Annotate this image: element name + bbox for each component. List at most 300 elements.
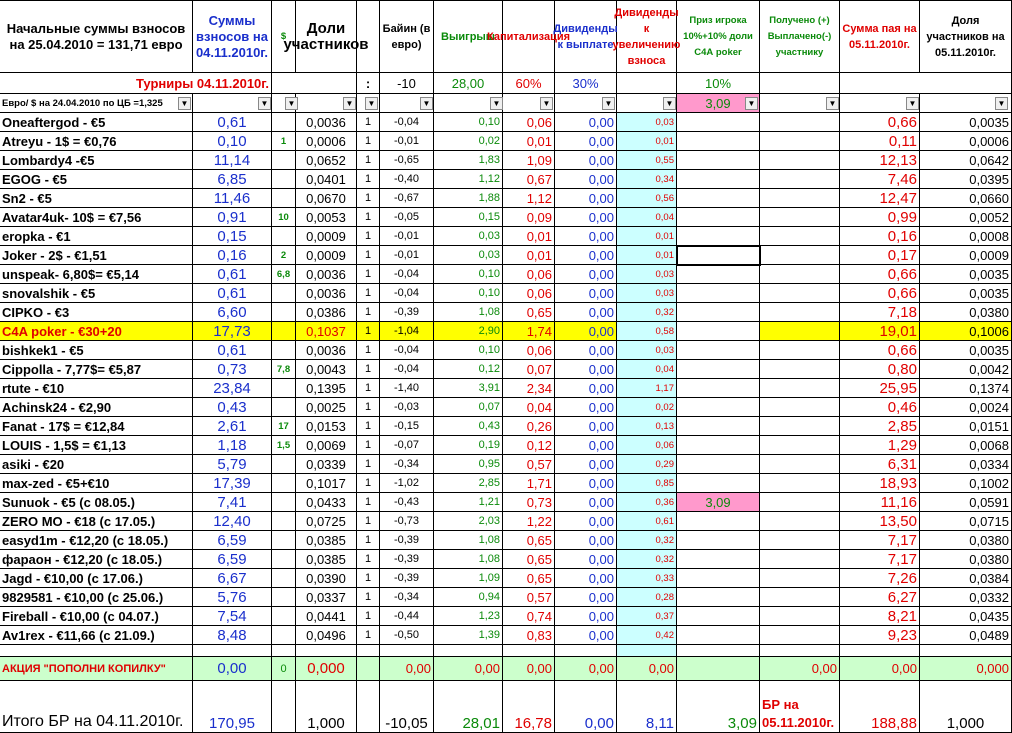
row-inc[interactable]: 0,13 bbox=[617, 417, 677, 436]
row-name[interactable]: EGOG - €5 bbox=[0, 170, 193, 189]
row-sum[interactable]: 0,61 bbox=[193, 265, 272, 284]
row-name[interactable]: Fanat - 17$ = €12,84 bbox=[0, 417, 193, 436]
row-share[interactable]: 0,0053 bbox=[296, 208, 357, 227]
blank-cell-6[interactable] bbox=[434, 645, 503, 657]
row-cap[interactable]: 0,01 bbox=[503, 227, 555, 246]
row-sum[interactable]: 0,61 bbox=[193, 341, 272, 360]
action-inc[interactable]: 0,00 bbox=[617, 657, 677, 681]
row-cap[interactable]: 0,12 bbox=[503, 436, 555, 455]
action-n[interactable] bbox=[357, 657, 380, 681]
filter-dropdown-icon[interactable]: ▼ bbox=[745, 97, 758, 110]
row-prize[interactable] bbox=[677, 569, 760, 588]
row-share2[interactable]: 0,0380 bbox=[920, 303, 1012, 322]
row-pay[interactable]: 0,99 bbox=[840, 208, 920, 227]
row-share[interactable]: 0,0401 bbox=[296, 170, 357, 189]
row-cap[interactable]: 0,26 bbox=[503, 417, 555, 436]
row-pay[interactable]: 19,01 bbox=[840, 322, 920, 341]
row-win[interactable]: 0,07 bbox=[434, 398, 503, 417]
row-cap[interactable]: 0,04 bbox=[503, 398, 555, 417]
row-buyin[interactable]: -0,04 bbox=[380, 341, 434, 360]
row-share[interactable]: 0,1037 bbox=[296, 322, 357, 341]
action-sum[interactable]: 0,00 bbox=[193, 657, 272, 681]
row-inc[interactable]: 0,03 bbox=[617, 284, 677, 303]
row-buyin[interactable]: -0,04 bbox=[380, 113, 434, 132]
row-name[interactable]: ZERO MO - €18 (с 17.05.) bbox=[0, 512, 193, 531]
params-colon[interactable]: : bbox=[357, 73, 380, 94]
row-name[interactable]: Achinsk24 - €2,90 bbox=[0, 398, 193, 417]
div-pct[interactable]: 30% bbox=[555, 73, 617, 94]
blank-cell-10[interactable] bbox=[677, 645, 760, 657]
row-sum[interactable]: 5,76 bbox=[193, 588, 272, 607]
row-n[interactable]: 1 bbox=[357, 379, 380, 398]
row-name[interactable]: CIPKO - €3 bbox=[0, 303, 193, 322]
row-buyin[interactable]: -0,39 bbox=[380, 531, 434, 550]
row-inc[interactable]: 0,03 bbox=[617, 341, 677, 360]
row-inc[interactable]: 0,28 bbox=[617, 588, 677, 607]
row-n[interactable]: 1 bbox=[357, 455, 380, 474]
row-paid[interactable] bbox=[760, 531, 840, 550]
row-n[interactable]: 1 bbox=[357, 417, 380, 436]
row-buyin[interactable]: -1,04 bbox=[380, 322, 434, 341]
row-buyin[interactable]: -0,34 bbox=[380, 588, 434, 607]
row-buyin[interactable]: -0,15 bbox=[380, 417, 434, 436]
row-cap[interactable]: 0,06 bbox=[503, 265, 555, 284]
row-pay[interactable]: 2,85 bbox=[840, 417, 920, 436]
row-paid[interactable] bbox=[760, 227, 840, 246]
row-pay[interactable]: 7,17 bbox=[840, 550, 920, 569]
row-usd[interactable] bbox=[272, 284, 296, 303]
row-buyin[interactable]: -0,39 bbox=[380, 303, 434, 322]
row-buyin[interactable]: -0,04 bbox=[380, 360, 434, 379]
blank-cell-3[interactable] bbox=[296, 645, 357, 657]
row-share[interactable]: 0,0385 bbox=[296, 550, 357, 569]
row-name[interactable]: easyd1m - €12,20 (с 18.05.) bbox=[0, 531, 193, 550]
total-share[interactable]: 1,000 bbox=[296, 681, 357, 733]
row-share[interactable]: 0,0036 bbox=[296, 341, 357, 360]
row-share[interactable]: 0,0725 bbox=[296, 512, 357, 531]
row-win[interactable]: 0,10 bbox=[434, 265, 503, 284]
row-cap[interactable]: 0,06 bbox=[503, 113, 555, 132]
row-win[interactable]: 0,10 bbox=[434, 341, 503, 360]
row-div[interactable]: 0,00 bbox=[555, 132, 617, 151]
row-paid[interactable] bbox=[760, 360, 840, 379]
row-share[interactable]: 0,0153 bbox=[296, 417, 357, 436]
row-share2[interactable]: 0,0035 bbox=[920, 113, 1012, 132]
row-n[interactable]: 1 bbox=[357, 227, 380, 246]
row-n[interactable]: 1 bbox=[357, 569, 380, 588]
filter-dropdown-icon[interactable]: ▼ bbox=[995, 97, 1008, 110]
row-share2[interactable]: 0,0009 bbox=[920, 246, 1012, 265]
row-name[interactable]: C4A poker - €30+20 bbox=[0, 322, 193, 341]
row-div[interactable]: 0,00 bbox=[555, 208, 617, 227]
row-pay[interactable]: 7,17 bbox=[840, 531, 920, 550]
row-share[interactable]: 0,0036 bbox=[296, 113, 357, 132]
total-buyin[interactable]: -10,05 bbox=[380, 681, 434, 733]
row-share2[interactable]: 0,0380 bbox=[920, 531, 1012, 550]
row-share2[interactable]: 0,0006 bbox=[920, 132, 1012, 151]
buyin-input[interactable]: -10 bbox=[380, 73, 434, 94]
filter-dropdown-icon[interactable]: ▼ bbox=[343, 97, 356, 110]
filter-dropdown-icon[interactable]: ▼ bbox=[258, 97, 271, 110]
row-prize[interactable] bbox=[677, 341, 760, 360]
row-div[interactable]: 0,00 bbox=[555, 550, 617, 569]
row-div[interactable]: 0,00 bbox=[555, 512, 617, 531]
action-buyin[interactable]: 0,00 bbox=[380, 657, 434, 681]
row-buyin[interactable]: -0,44 bbox=[380, 607, 434, 626]
row-div[interactable]: 0,00 bbox=[555, 170, 617, 189]
row-sum[interactable]: 0,43 bbox=[193, 398, 272, 417]
action-div[interactable]: 0,00 bbox=[555, 657, 617, 681]
row-n[interactable]: 1 bbox=[357, 189, 380, 208]
row-sum[interactable]: 0,61 bbox=[193, 284, 272, 303]
row-usd[interactable]: 1,5 bbox=[272, 436, 296, 455]
row-paid[interactable] bbox=[760, 341, 840, 360]
row-name[interactable]: rtute - €10 bbox=[0, 379, 193, 398]
row-share2[interactable]: 0,0715 bbox=[920, 512, 1012, 531]
row-div[interactable]: 0,00 bbox=[555, 151, 617, 170]
row-inc[interactable]: 0,37 bbox=[617, 607, 677, 626]
row-inc[interactable]: 0,01 bbox=[617, 132, 677, 151]
row-share[interactable]: 0,0339 bbox=[296, 455, 357, 474]
row-paid[interactable] bbox=[760, 455, 840, 474]
row-share2[interactable]: 0,1374 bbox=[920, 379, 1012, 398]
row-inc[interactable]: 0,33 bbox=[617, 569, 677, 588]
total-cap[interactable]: 16,78 bbox=[503, 681, 555, 733]
row-prize[interactable] bbox=[677, 303, 760, 322]
total-label[interactable]: Итого БР на 04.11.2010г. bbox=[0, 681, 193, 733]
row-prize[interactable] bbox=[677, 531, 760, 550]
action-paid[interactable]: 0,00 bbox=[760, 657, 840, 681]
row-paid[interactable] bbox=[760, 436, 840, 455]
row-usd[interactable]: 10 bbox=[272, 208, 296, 227]
row-buyin[interactable]: -0,01 bbox=[380, 132, 434, 151]
action-usd[interactable]: 0 bbox=[272, 657, 296, 681]
row-win[interactable]: 1,88 bbox=[434, 189, 503, 208]
row-cap[interactable]: 2,34 bbox=[503, 379, 555, 398]
row-share[interactable]: 0,0036 bbox=[296, 284, 357, 303]
row-paid[interactable] bbox=[760, 246, 840, 265]
row-usd[interactable] bbox=[272, 569, 296, 588]
row-pay[interactable]: 0,80 bbox=[840, 360, 920, 379]
row-name[interactable]: 9829581 - €10,00 (с 25.06.) bbox=[0, 588, 193, 607]
row-win[interactable]: 2,85 bbox=[434, 474, 503, 493]
row-buyin[interactable]: -1,40 bbox=[380, 379, 434, 398]
row-div[interactable]: 0,00 bbox=[555, 360, 617, 379]
row-prize[interactable] bbox=[677, 284, 760, 303]
row-n[interactable]: 1 bbox=[357, 246, 380, 265]
row-sum[interactable]: 12,40 bbox=[193, 512, 272, 531]
row-paid[interactable] bbox=[760, 303, 840, 322]
row-share2[interactable]: 0,0035 bbox=[920, 284, 1012, 303]
row-n[interactable]: 1 bbox=[357, 303, 380, 322]
row-paid[interactable] bbox=[760, 398, 840, 417]
row-name[interactable]: Jagd - €10,00 (с 17.06.) bbox=[0, 569, 193, 588]
row-win[interactable]: 1,83 bbox=[434, 151, 503, 170]
row-buyin[interactable]: -0,40 bbox=[380, 170, 434, 189]
row-inc[interactable]: 0,32 bbox=[617, 531, 677, 550]
filter-dropdown-icon[interactable]: ▼ bbox=[906, 97, 919, 110]
row-share2[interactable]: 0,0332 bbox=[920, 588, 1012, 607]
row-paid[interactable] bbox=[760, 569, 840, 588]
row-share[interactable]: 0,0441 bbox=[296, 607, 357, 626]
row-usd[interactable] bbox=[272, 151, 296, 170]
row-name[interactable]: eropka - €1 bbox=[0, 227, 193, 246]
row-sum[interactable]: 0,15 bbox=[193, 227, 272, 246]
row-win[interactable]: 0,02 bbox=[434, 132, 503, 151]
row-cap[interactable]: 0,67 bbox=[503, 170, 555, 189]
row-div[interactable]: 0,00 bbox=[555, 626, 617, 645]
row-name[interactable]: Sn2 - €5 bbox=[0, 189, 193, 208]
action-share2[interactable]: 0,000 bbox=[920, 657, 1012, 681]
action-name[interactable]: АКЦИЯ "ПОПОЛНИ КОПИЛКУ" bbox=[0, 657, 193, 681]
row-share[interactable]: 0,0009 bbox=[296, 227, 357, 246]
row-sum[interactable]: 6,59 bbox=[193, 550, 272, 569]
total-share2[interactable]: 1,000 bbox=[920, 681, 1012, 733]
row-paid[interactable] bbox=[760, 132, 840, 151]
row-n[interactable]: 1 bbox=[357, 360, 380, 379]
row-buyin[interactable]: -0,05 bbox=[380, 208, 434, 227]
row-buyin[interactable]: -0,04 bbox=[380, 284, 434, 303]
row-pay[interactable]: 0,66 bbox=[840, 113, 920, 132]
row-cap[interactable]: 0,65 bbox=[503, 569, 555, 588]
row-name[interactable]: Lombardy4 -€5 bbox=[0, 151, 193, 170]
action-pay[interactable]: 0,00 bbox=[840, 657, 920, 681]
row-usd[interactable] bbox=[272, 607, 296, 626]
row-share2[interactable]: 0,0380 bbox=[920, 550, 1012, 569]
row-win[interactable]: 2,03 bbox=[434, 512, 503, 531]
row-share[interactable]: 0,0385 bbox=[296, 531, 357, 550]
row-win[interactable]: 0,10 bbox=[434, 284, 503, 303]
row-cap[interactable]: 0,57 bbox=[503, 455, 555, 474]
total-win[interactable]: 28,01 bbox=[434, 681, 503, 733]
row-paid[interactable] bbox=[760, 588, 840, 607]
blank-cell-0[interactable] bbox=[0, 645, 193, 657]
row-win[interactable]: 1,12 bbox=[434, 170, 503, 189]
row-cap[interactable]: 0,57 bbox=[503, 588, 555, 607]
row-buyin[interactable]: -0,50 bbox=[380, 626, 434, 645]
row-paid[interactable] bbox=[760, 265, 840, 284]
row-pay[interactable]: 7,46 bbox=[840, 170, 920, 189]
row-n[interactable]: 1 bbox=[357, 493, 380, 512]
row-div[interactable]: 0,00 bbox=[555, 436, 617, 455]
blank-cell-12[interactable] bbox=[840, 645, 920, 657]
row-win[interactable]: 0,10 bbox=[434, 113, 503, 132]
prize-filter-cell[interactable]: 3,09 bbox=[677, 94, 760, 113]
row-win[interactable]: 1,08 bbox=[434, 531, 503, 550]
row-name[interactable]: Sunuok - €5 (с 08.05.) bbox=[0, 493, 193, 512]
filter-dropdown-icon[interactable]: ▼ bbox=[420, 97, 433, 110]
row-name[interactable]: фараон - €12,20 (с 18.05.) bbox=[0, 550, 193, 569]
row-buyin[interactable]: -0,67 bbox=[380, 189, 434, 208]
filter-dropdown-icon[interactable]: ▼ bbox=[365, 97, 378, 110]
row-usd[interactable] bbox=[272, 303, 296, 322]
row-n[interactable]: 1 bbox=[357, 113, 380, 132]
row-paid[interactable] bbox=[760, 493, 840, 512]
row-div[interactable]: 0,00 bbox=[555, 379, 617, 398]
filter-dropdown-icon[interactable]: ▼ bbox=[602, 97, 615, 110]
row-div[interactable]: 0,00 bbox=[555, 588, 617, 607]
row-inc[interactable]: 0,61 bbox=[617, 512, 677, 531]
row-name[interactable]: LOUIS - 1,5$ = €1,13 bbox=[0, 436, 193, 455]
row-div[interactable]: 0,00 bbox=[555, 493, 617, 512]
row-win[interactable]: 1,21 bbox=[434, 493, 503, 512]
total-usd[interactable] bbox=[272, 681, 296, 733]
row-inc[interactable]: 0,58 bbox=[617, 322, 677, 341]
row-n[interactable]: 1 bbox=[357, 436, 380, 455]
row-win[interactable]: 1,08 bbox=[434, 303, 503, 322]
row-n[interactable]: 1 bbox=[357, 474, 380, 493]
row-usd[interactable]: 17 bbox=[272, 417, 296, 436]
row-prize[interactable] bbox=[677, 550, 760, 569]
row-n[interactable]: 1 bbox=[357, 398, 380, 417]
filter-dropdown-icon[interactable]: ▼ bbox=[285, 97, 298, 110]
row-share2[interactable]: 0,0024 bbox=[920, 398, 1012, 417]
total-div[interactable]: 0,00 bbox=[555, 681, 617, 733]
row-inc[interactable]: 0,01 bbox=[617, 246, 677, 265]
row-div[interactable]: 0,00 bbox=[555, 398, 617, 417]
row-win[interactable]: 0,95 bbox=[434, 455, 503, 474]
row-sum[interactable]: 23,84 bbox=[193, 379, 272, 398]
br-label[interactable]: БР на 05.11.2010г. bbox=[760, 681, 840, 733]
row-pay[interactable]: 0,11 bbox=[840, 132, 920, 151]
row-buyin[interactable]: -0,01 bbox=[380, 246, 434, 265]
row-sum[interactable]: 0,10 bbox=[193, 132, 272, 151]
row-sum[interactable]: 5,79 bbox=[193, 455, 272, 474]
cap-pct[interactable]: 60% bbox=[503, 73, 555, 94]
action-prize[interactable] bbox=[677, 657, 760, 681]
filter-dropdown-icon[interactable]: ▼ bbox=[490, 97, 503, 110]
row-div[interactable]: 0,00 bbox=[555, 417, 617, 436]
row-paid[interactable] bbox=[760, 626, 840, 645]
row-n[interactable]: 1 bbox=[357, 626, 380, 645]
row-name[interactable]: unspeak- 6,80$= €5,14 bbox=[0, 265, 193, 284]
row-buyin[interactable]: -0,04 bbox=[380, 265, 434, 284]
row-buyin[interactable]: -0,07 bbox=[380, 436, 434, 455]
row-sum[interactable]: 0,61 bbox=[193, 113, 272, 132]
row-cap[interactable]: 0,01 bbox=[503, 246, 555, 265]
row-prize[interactable] bbox=[677, 170, 760, 189]
action-share[interactable]: 0,000 bbox=[296, 657, 357, 681]
row-usd[interactable] bbox=[272, 379, 296, 398]
row-n[interactable]: 1 bbox=[357, 341, 380, 360]
row-buyin[interactable]: -0,65 bbox=[380, 151, 434, 170]
row-sum[interactable]: 11,14 bbox=[193, 151, 272, 170]
row-name[interactable]: asiki - €20 bbox=[0, 455, 193, 474]
row-div[interactable]: 0,00 bbox=[555, 265, 617, 284]
row-usd[interactable]: 1 bbox=[272, 132, 296, 151]
row-inc[interactable]: 1,17 bbox=[617, 379, 677, 398]
row-pay[interactable]: 8,21 bbox=[840, 607, 920, 626]
row-paid[interactable] bbox=[760, 474, 840, 493]
row-buyin[interactable]: -1,02 bbox=[380, 474, 434, 493]
row-share2[interactable]: 0,0660 bbox=[920, 189, 1012, 208]
row-cap[interactable]: 1,12 bbox=[503, 189, 555, 208]
row-cap[interactable]: 0,06 bbox=[503, 284, 555, 303]
row-share2[interactable]: 0,0334 bbox=[920, 455, 1012, 474]
blank-cell-2[interactable] bbox=[272, 645, 296, 657]
row-pay[interactable]: 13,50 bbox=[840, 512, 920, 531]
row-paid[interactable] bbox=[760, 170, 840, 189]
row-usd[interactable] bbox=[272, 322, 296, 341]
row-win[interactable]: 1,23 bbox=[434, 607, 503, 626]
row-inc[interactable]: 0,34 bbox=[617, 170, 677, 189]
row-buyin[interactable]: -0,73 bbox=[380, 512, 434, 531]
row-usd[interactable] bbox=[272, 170, 296, 189]
blank-cell-1[interactable] bbox=[193, 645, 272, 657]
row-share[interactable]: 0,0009 bbox=[296, 246, 357, 265]
blank-cell-5[interactable] bbox=[380, 645, 434, 657]
row-win[interactable]: 0,15 bbox=[434, 208, 503, 227]
row-sum[interactable]: 6,59 bbox=[193, 531, 272, 550]
params-blank-1[interactable] bbox=[272, 73, 357, 94]
row-usd[interactable] bbox=[272, 189, 296, 208]
params-blank-3[interactable] bbox=[760, 73, 840, 94]
row-usd[interactable] bbox=[272, 531, 296, 550]
row-cap[interactable]: 1,74 bbox=[503, 322, 555, 341]
row-prize[interactable] bbox=[677, 151, 760, 170]
row-n[interactable]: 1 bbox=[357, 284, 380, 303]
row-inc[interactable]: 0,85 bbox=[617, 474, 677, 493]
row-sum[interactable]: 7,41 bbox=[193, 493, 272, 512]
row-usd[interactable] bbox=[272, 341, 296, 360]
row-name[interactable]: bishkek1 - €5 bbox=[0, 341, 193, 360]
rate-label[interactable]: Евро/ $ на 24.04.2010 по ЦБ =1,325 bbox=[0, 94, 193, 113]
win-input[interactable]: 28,00 bbox=[434, 73, 503, 94]
row-prize[interactable] bbox=[677, 227, 760, 246]
row-n[interactable]: 1 bbox=[357, 132, 380, 151]
row-n[interactable]: 1 bbox=[357, 265, 380, 284]
row-share2[interactable]: 0,0395 bbox=[920, 170, 1012, 189]
row-pay[interactable]: 6,31 bbox=[840, 455, 920, 474]
row-sum[interactable]: 11,46 bbox=[193, 189, 272, 208]
row-inc[interactable]: 0,29 bbox=[617, 455, 677, 474]
row-share2[interactable]: 0,0435 bbox=[920, 607, 1012, 626]
row-inc[interactable]: 0,32 bbox=[617, 303, 677, 322]
row-n[interactable]: 1 bbox=[357, 531, 380, 550]
action-cap[interactable]: 0,00 bbox=[503, 657, 555, 681]
row-n[interactable]: 1 bbox=[357, 170, 380, 189]
row-pay[interactable]: 12,47 bbox=[840, 189, 920, 208]
row-inc[interactable]: 0,04 bbox=[617, 360, 677, 379]
blank-cell-4[interactable] bbox=[357, 645, 380, 657]
row-paid[interactable] bbox=[760, 417, 840, 436]
row-share2[interactable]: 0,0489 bbox=[920, 626, 1012, 645]
row-paid[interactable] bbox=[760, 512, 840, 531]
row-sum[interactable]: 6,67 bbox=[193, 569, 272, 588]
row-name[interactable]: snovalshik - €5 bbox=[0, 284, 193, 303]
row-share2[interactable]: 0,0035 bbox=[920, 341, 1012, 360]
row-pay[interactable]: 9,23 bbox=[840, 626, 920, 645]
row-share[interactable]: 0,0652 bbox=[296, 151, 357, 170]
row-sum[interactable]: 0,16 bbox=[193, 246, 272, 265]
row-buyin[interactable]: -0,39 bbox=[380, 550, 434, 569]
row-share[interactable]: 0,0025 bbox=[296, 398, 357, 417]
row-share[interactable]: 0,1395 bbox=[296, 379, 357, 398]
row-name[interactable]: Atreyu - 1$ = €0,76 bbox=[0, 132, 193, 151]
row-win[interactable]: 0,94 bbox=[434, 588, 503, 607]
row-div[interactable]: 0,00 bbox=[555, 113, 617, 132]
row-usd[interactable] bbox=[272, 113, 296, 132]
row-paid[interactable] bbox=[760, 607, 840, 626]
row-pay[interactable]: 6,27 bbox=[840, 588, 920, 607]
row-inc[interactable]: 0,01 bbox=[617, 227, 677, 246]
row-buyin[interactable]: -0,01 bbox=[380, 227, 434, 246]
row-buyin[interactable]: -0,03 bbox=[380, 398, 434, 417]
row-name[interactable]: Fireball - €10,00 (с 04.07.) bbox=[0, 607, 193, 626]
row-win[interactable]: 3,91 bbox=[434, 379, 503, 398]
row-inc[interactable]: 0,04 bbox=[617, 208, 677, 227]
row-paid[interactable] bbox=[760, 284, 840, 303]
